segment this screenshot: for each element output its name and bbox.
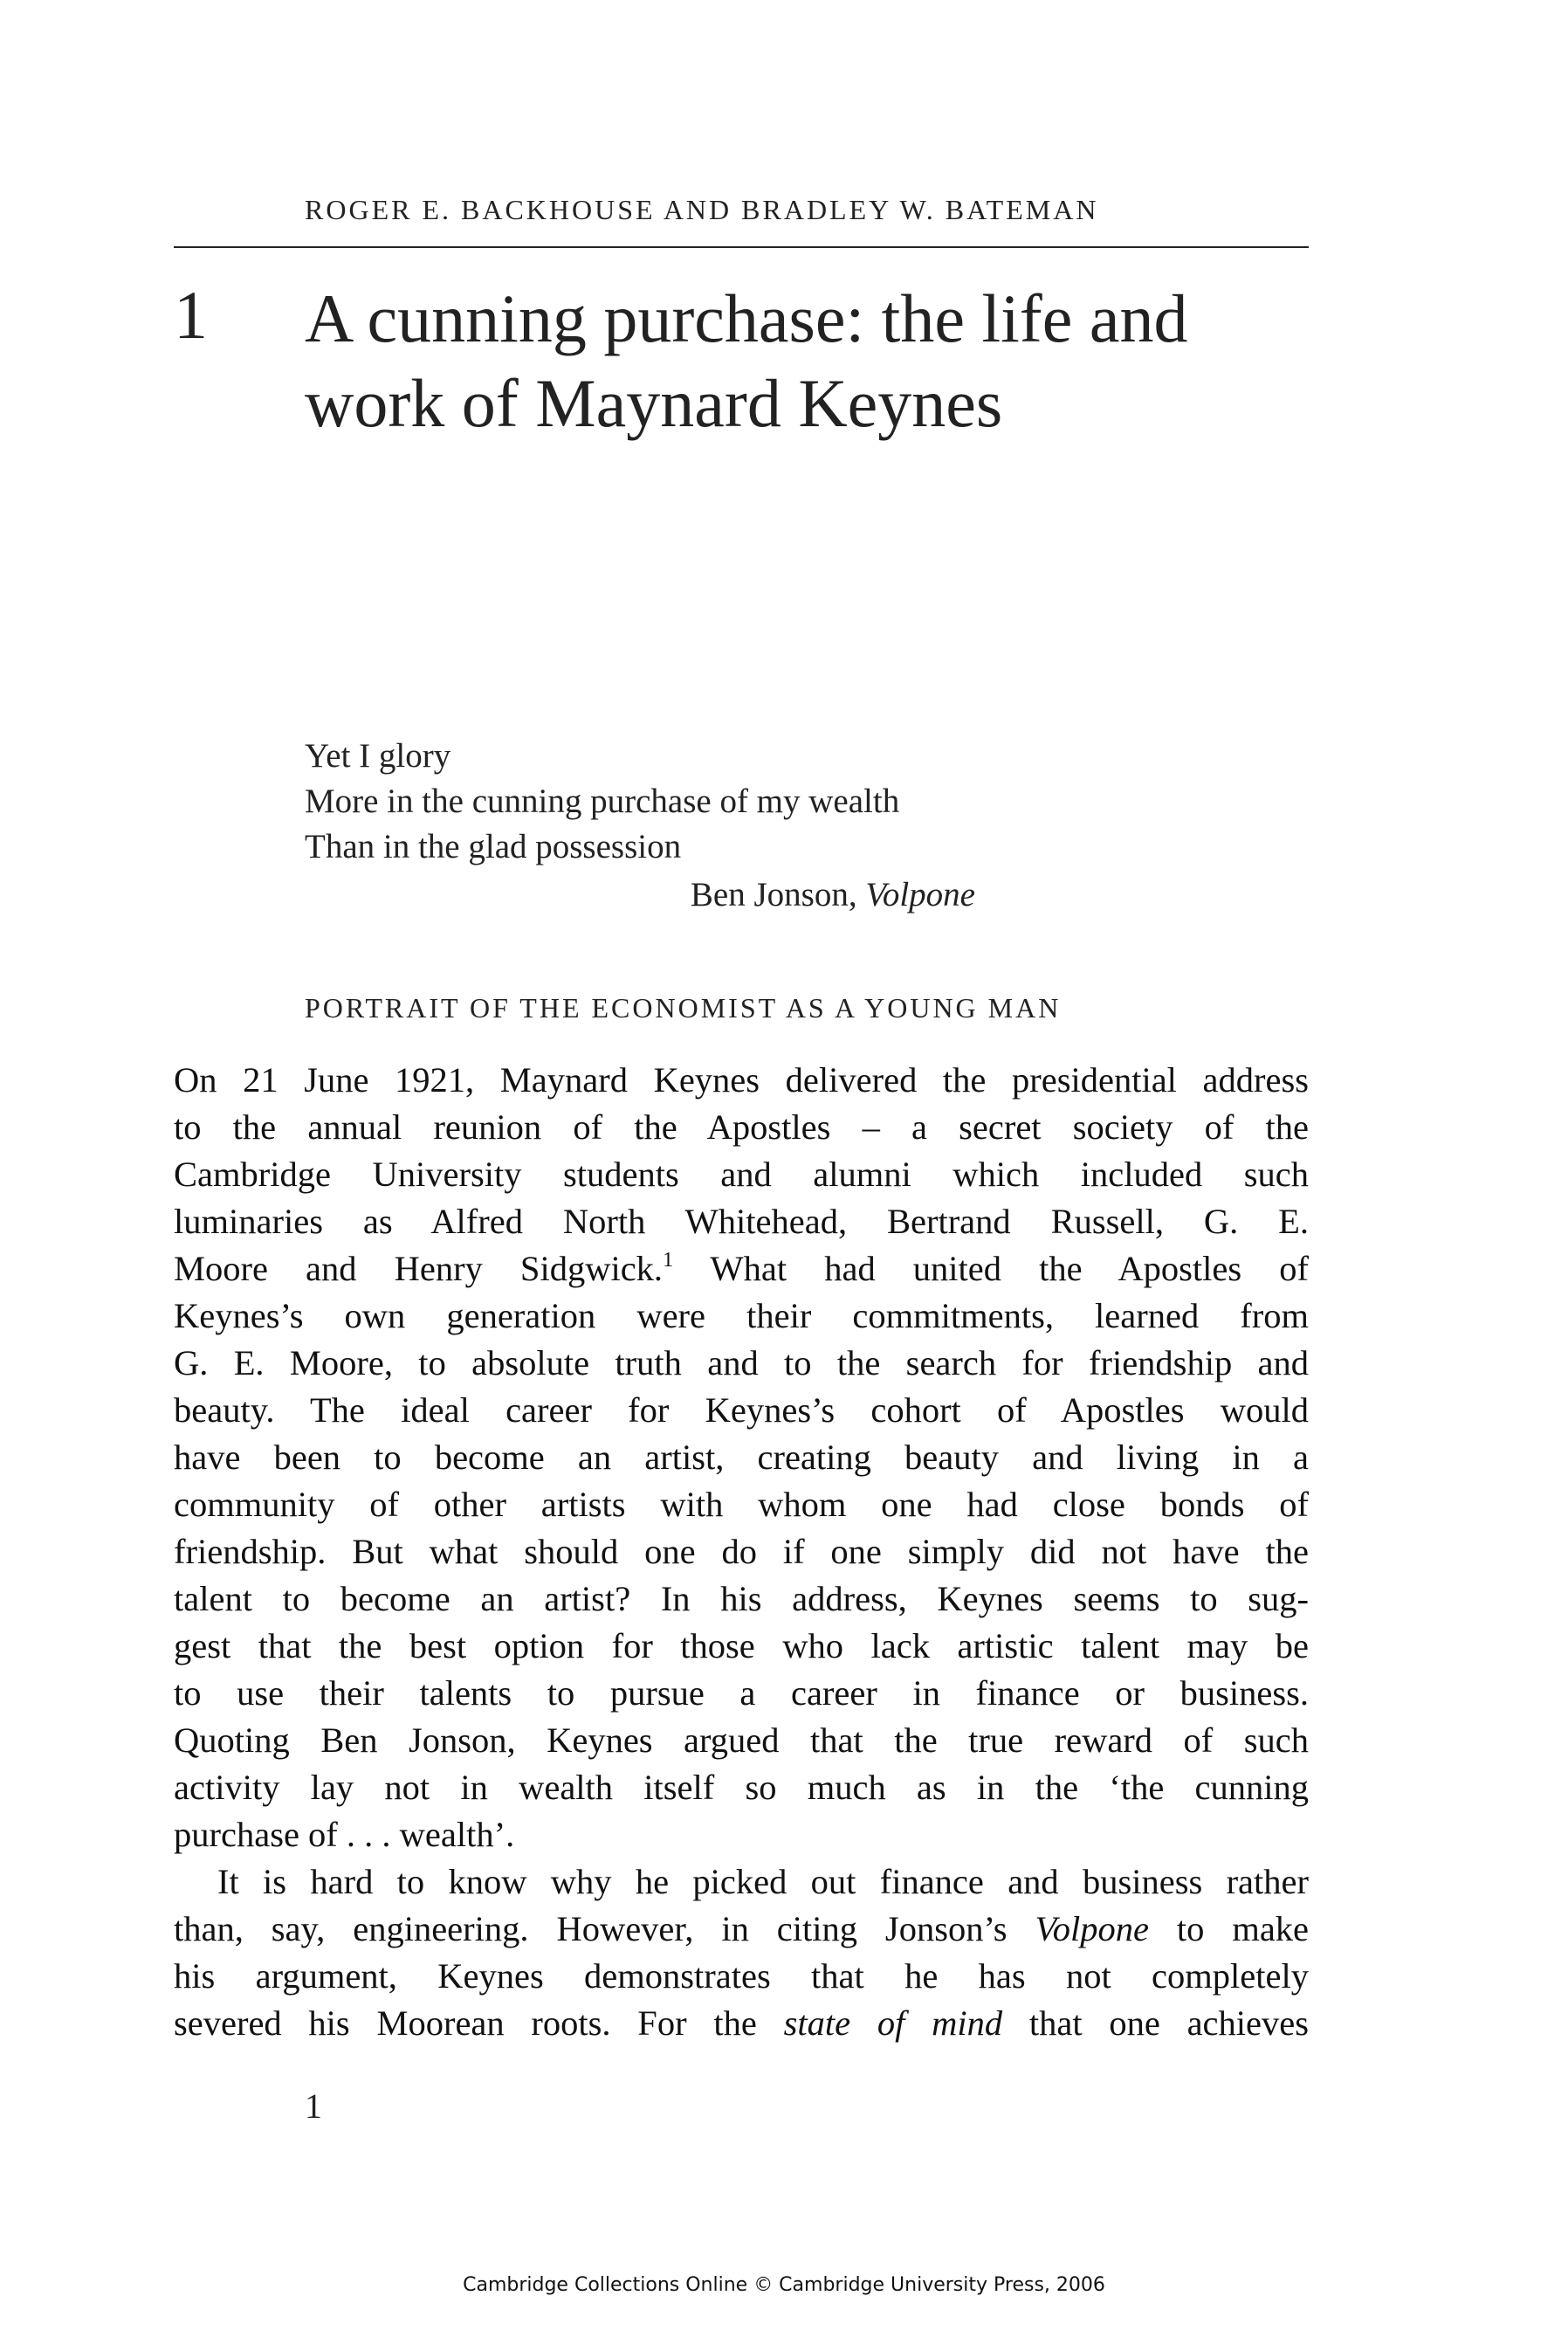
epigraph-work: Volpone <box>865 876 975 914</box>
chapter-title-line: A cunning purchase: the life and <box>305 280 1188 356</box>
text-line: his argument, Keynes demonstrates that he has not completely <box>174 1956 1309 1996</box>
text-segment: to make <box>1176 1909 1310 1948</box>
chapter-number: 1 <box>174 277 208 353</box>
text-line: It is hard to know why he picked out finance and business rather <box>217 1862 1309 1901</box>
header-rule <box>174 246 1309 248</box>
text-line <box>174 2000 1309 2047</box>
text-line: Quoting Ben Jonson, Keynes argued that the true reward of such <box>174 1720 1309 1760</box>
text-line: have been to become an artist, creating beauty and living in a <box>174 1437 1309 1477</box>
text-segment: severed his Moorean roots. For the <box>174 2003 757 2043</box>
text-line: luminaries as Alfred North Whitehead, Bertrand Russell, G. E. <box>174 1202 1309 1241</box>
text-line: community of other artists with whom one had close bonds of <box>174 1485 1309 1524</box>
epigraph-line: More in the cunning purchase of my wealth <box>305 783 900 820</box>
chapter-title <box>305 276 1317 445</box>
text-line: G. E. Moore, to absolute truth and to the search for friendship and <box>174 1343 1309 1382</box>
epigraph-line: Than in the glad possession <box>305 828 682 865</box>
chapter-title-line: work of Maynard Keynes <box>305 365 1003 441</box>
section-heading: PORTRAIT OF THE ECONOMIST AS A YOUNG MAN <box>305 992 1062 1024</box>
epigraph-attribution <box>305 872 975 918</box>
text-segment: What had united the Apostles of <box>710 1249 1309 1288</box>
text-line: beauty. The ideal career for Keynes’s cohort of Apostles would <box>174 1390 1309 1430</box>
body-text <box>174 1057 1309 2047</box>
text-segment: than, say, engineering. However, in citing Jonson’s <box>174 1909 1008 1948</box>
text-line <box>174 1245 1309 1293</box>
text-line: to the annual reunion of the Apostles – a secret society of the <box>174 1107 1309 1147</box>
text-line: purchase of . . . wealth’. <box>174 1815 515 1854</box>
footer-copyright: Cambridge Collections Online © Cambridge University Press, 2006 <box>463 2274 1105 2296</box>
text-line <box>174 1906 1309 1953</box>
epigraph <box>305 734 977 870</box>
epigraph-line: Yet I glory <box>305 737 451 775</box>
text-line: to use their talents to pursue a career in finance or business. <box>174 1673 1309 1713</box>
text-line: talent to become an artist? In his address, Keynes seems to sug- <box>174 1579 1309 1618</box>
text-segment: that one achieves <box>1028 2003 1310 2043</box>
text-line: Cambridge University students and alumni which included such <box>174 1155 1309 1194</box>
text-line: friendship. But what should one do if one simply did not have the <box>174 1532 1309 1571</box>
text-segment: Moore and Henry Sidgwick. <box>174 1249 664 1288</box>
text-line: activity lay not in wealth itself so much as in the ‘the cunning <box>174 1768 1309 1807</box>
text-line: On 21 June 1921, Maynard Keynes delivered the presidential address <box>174 1060 1309 1100</box>
running-head: ROGER E. BACKHOUSE AND BRADLEY W. BATEMAN <box>305 194 1099 225</box>
page-number: 1 <box>305 2086 322 2126</box>
footnote-marker: 1 <box>663 1249 674 1272</box>
text-line: gest that the best option for those who lack artistic talent may be <box>174 1626 1309 1665</box>
text-line: Keynes’s own generation were their commitments, learned from <box>174 1296 1309 1335</box>
epigraph-author: Ben Jonson, <box>690 876 857 914</box>
italic-title: Volpone <box>1035 1909 1149 1948</box>
italic-phrase: state of mind <box>783 2003 1003 2043</box>
